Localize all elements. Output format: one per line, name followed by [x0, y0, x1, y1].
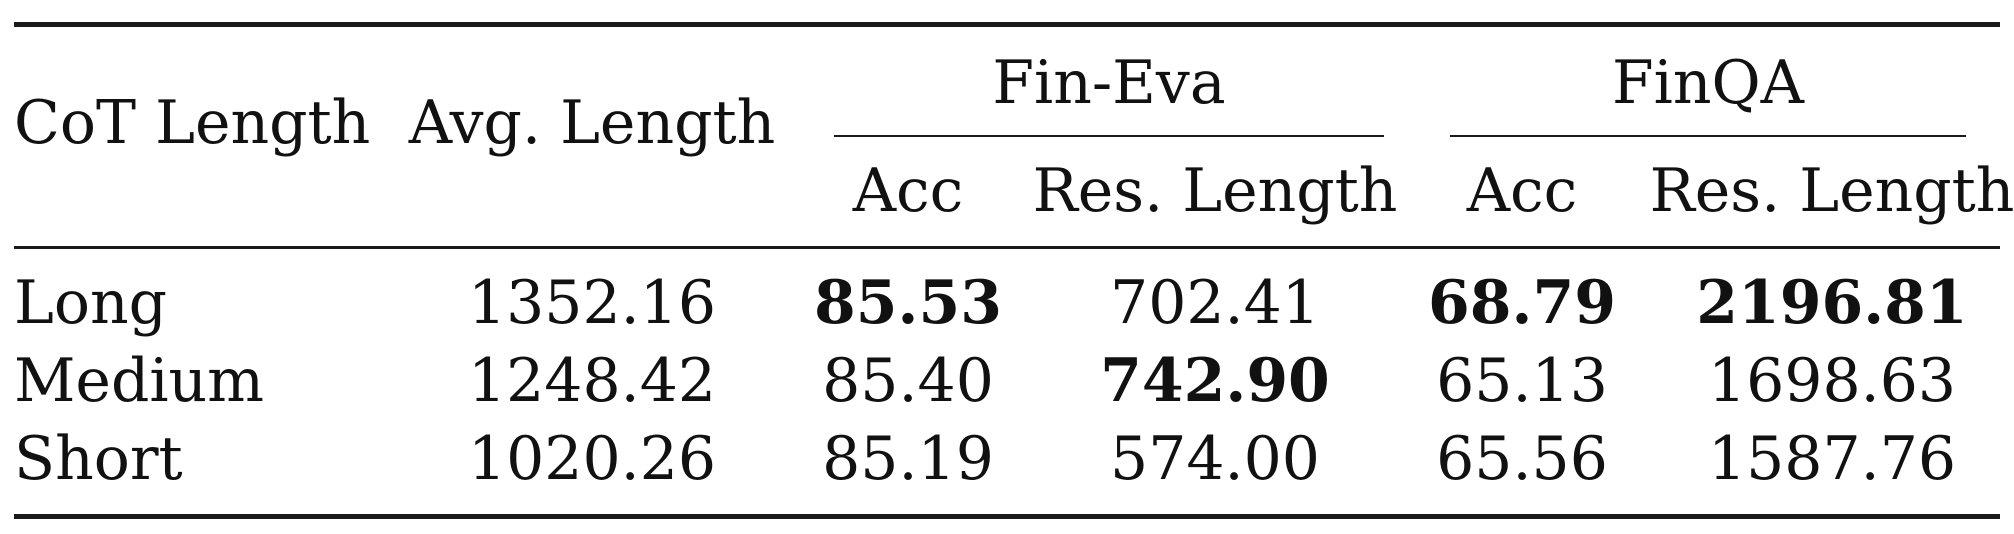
- finqa-res-length-cell: 1698.63: [1707, 346, 1957, 416]
- finqa-res-length-cell: 2196.81: [1696, 268, 1968, 338]
- finqa-res-length-cell: 1587.76: [1707, 424, 1957, 494]
- table-header-rule: [14, 246, 2000, 249]
- header-avg-length: Avg. Length: [408, 88, 776, 158]
- header-fineva-acc: Acc: [852, 156, 964, 226]
- header-finqa-acc: Acc: [1466, 156, 1578, 226]
- fineva-acc-cell: 85.19: [822, 424, 994, 494]
- finqa-acc-cell: 68.79: [1428, 268, 1616, 338]
- avg-length-cell: 1352.16: [467, 268, 717, 338]
- table-bottom-rule: [14, 514, 2000, 519]
- header-cot-length: CoT Length: [14, 88, 371, 158]
- finqa-group-rule: [1450, 135, 1966, 137]
- avg-length-cell: 1020.26: [467, 424, 717, 494]
- fineva-acc-cell: 85.40: [822, 346, 994, 416]
- header-group-finqa: FinQA: [1612, 48, 1804, 118]
- fineva-acc-cell: 85.53: [814, 268, 1002, 338]
- row-label: Medium: [14, 346, 265, 416]
- fineva-res-length-cell: 742.90: [1100, 346, 1330, 416]
- avg-length-cell: 1248.42: [467, 346, 717, 416]
- header-group-fineva: Fin-Eva: [992, 48, 1226, 118]
- header-fineva-res-length: Res. Length: [1032, 156, 1398, 226]
- fineva-group-rule: [834, 135, 1384, 137]
- row-label: Long: [14, 268, 168, 338]
- fineva-res-length-cell: 574.00: [1110, 424, 1320, 494]
- row-label: Short: [14, 424, 183, 494]
- header-finqa-res-length: Res. Length: [1649, 156, 2014, 226]
- fineva-res-length-cell: 702.41: [1110, 268, 1320, 338]
- finqa-acc-cell: 65.13: [1436, 346, 1608, 416]
- table-top-rule: [14, 22, 2000, 27]
- finqa-acc-cell: 65.56: [1436, 424, 1608, 494]
